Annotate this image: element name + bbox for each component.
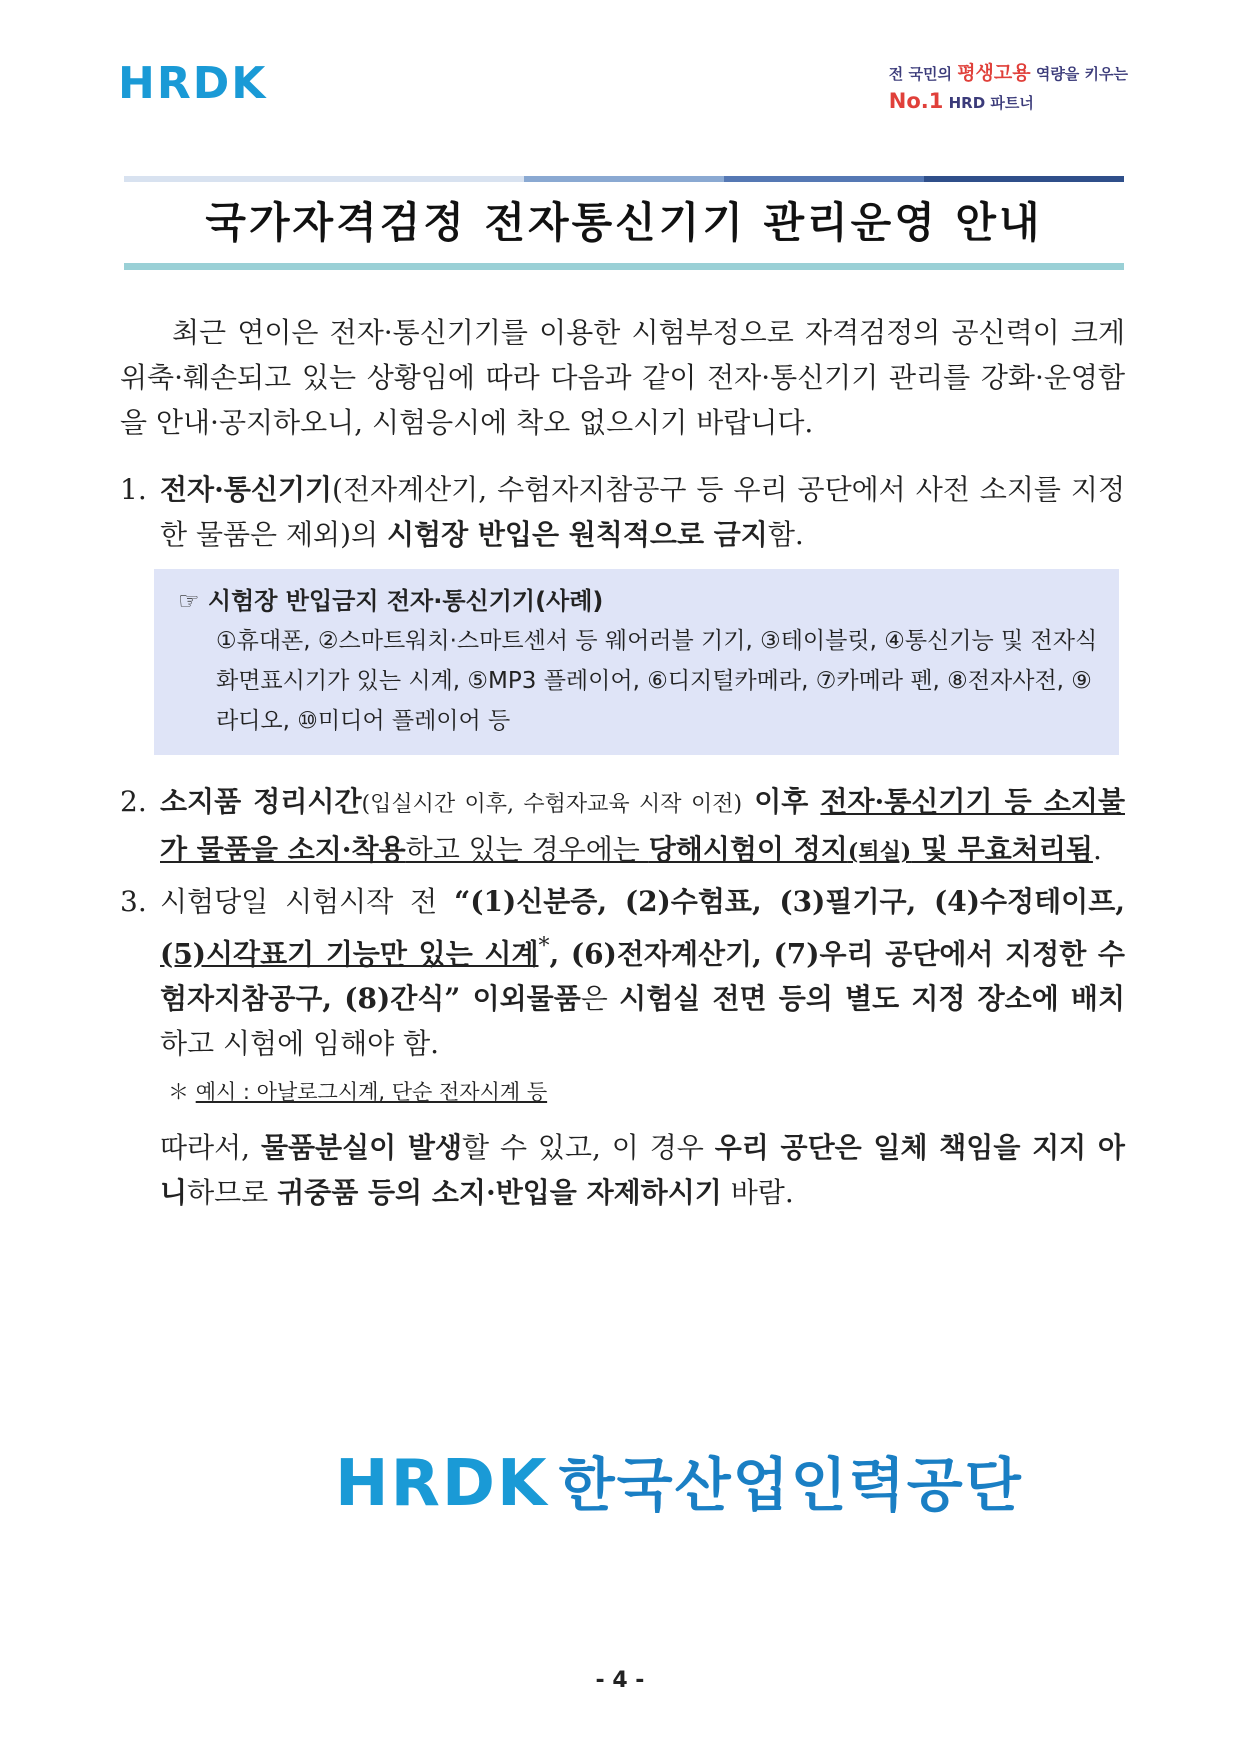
list-item-text: 시험당일 시험시작 전 “(1)신분증, (2)수험표, (3)필기구, (4)수정테이프, (5)시각표기 기능만 있는 시계*, (6)전자계산기, (7)우리 공단에서 지정한 수험자지참공구, (8)간식” 이외물품은 시험실 전면 등의 별도 지정 장소에 배치하고 시험에 임해야 함. — [160, 885, 1126, 1061]
org-name: 한국산업인력공단 — [558, 1451, 1023, 1519]
slogan-text: 역량을 키우는 — [1030, 65, 1128, 83]
intro-paragraph: 최근 연이은 전자·통신기기를 이용한 시험부정으로 자격검정의 공신력이 크게 위축·훼손되고 있는 상황임에 따라 다음과 같이 전자·통신기기 관리를 강화·운영함을 안내·공지하오니, 시험응시에 착오 없으시기 바랍니다. — [120, 316, 1125, 439]
footnote: ＊ 예시 : 아날로그시계, 단순 전자시계 등 — [168, 1080, 548, 1105]
page-number: - 4 - — [595, 1668, 645, 1693]
closing-paragraph: 따라서, 물품분실이 발생할 수 있고, 이 경우 우리 공단은 일체 책임을 지지 아니하므로 귀중품 등의 소지·반입을 자제하시기 바람. — [160, 1131, 1125, 1210]
footer-logo: HRDK 한국산업인력공단 — [335, 1447, 1023, 1521]
list-number: 1. — [120, 473, 147, 506]
slogan-no1: No.1 — [888, 89, 944, 113]
document-body — [120, 310, 1125, 1215]
example-body: ①휴대폰, ②스마트워치·스마트센서 등 웨어러블 기기, ③테이블릿, ④통신기능 및 전자식 화면표시기가 있는 시계, ⑤MP3 플레이어, ⑥디지털카메라, ⑦카메라 펜, ⑧전자사전, ⑨라디오, ⑩미디어 플레이어 등 — [216, 628, 1098, 734]
header-logo: HRDK — [118, 58, 268, 109]
list-item-3 — [120, 879, 1125, 1066]
page-title: 국가자격검정 전자통신기기 관리운영 안내 — [205, 198, 1043, 247]
slogan-text: HRD 파트너 — [943, 94, 1034, 112]
slogan — [889, 58, 1128, 113]
example-box — [154, 569, 1119, 755]
list-item-text: 소지품 정리시간(입실시간 이후, 수험자교육 시작 이전) 이후 전자·통신기기 등 소지불가 물품을 소지·착용하고 있는 경우에는 당해시험이 정지(퇴실) 및 무효처리됨. — [160, 785, 1125, 866]
slogan-text: 전 국민의 — [888, 65, 958, 83]
list-item-text: 전자·통신기기(전자계산기, 수험자지참공구 등 우리 공단에서 사전 소지를 지정한 물품은 제외)의 시험장 반입은 원칙적으로 금지함. — [160, 473, 1125, 551]
title-top-bar — [124, 176, 1124, 182]
list-item-2 — [120, 779, 1125, 875]
example-title: ☞ 시험장 반입금지 전자·통신기기(사례) — [178, 587, 604, 615]
title-underline — [124, 263, 1124, 270]
list-number: 3. — [120, 885, 147, 918]
list-number: 2. — [120, 785, 147, 818]
list-item-1 — [120, 467, 1125, 557]
slogan-highlight: 평생고용 — [957, 62, 1031, 84]
